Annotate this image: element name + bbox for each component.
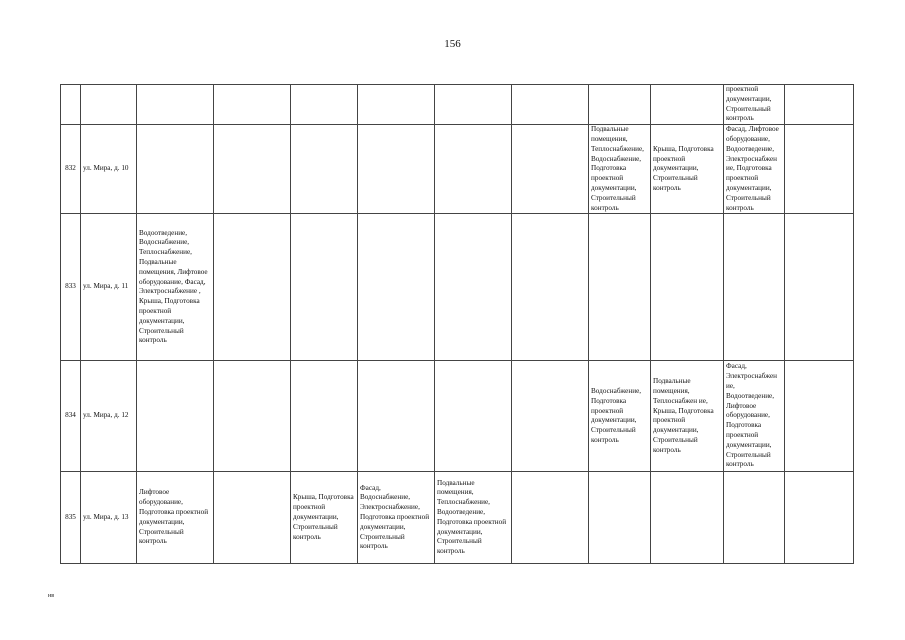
page-number: 156 bbox=[444, 38, 461, 50]
work-type-cell: Подвальные помещения, Теплоснабжение, Водоснабжение, Подготовка проектной документации, Строительный контроль bbox=[589, 125, 651, 214]
table-row bbox=[61, 125, 854, 214]
work-type-cell: Подвальные помещения, Теплоснабжен ие, Крыша, Подготовка проектной документации, Строительный контроль bbox=[651, 361, 724, 472]
work-type-cell bbox=[291, 85, 358, 125]
footer-mark: нв bbox=[48, 593, 55, 599]
work-type-cell bbox=[651, 214, 724, 361]
work-type-cell bbox=[137, 85, 214, 125]
address-cell bbox=[81, 85, 137, 125]
work-type-cell bbox=[358, 85, 435, 125]
work-type-cell: Водоснабжение, Подготовка проектной документации, Строительный контроль bbox=[589, 361, 651, 472]
work-type-cell bbox=[589, 472, 651, 564]
work-type-cell bbox=[435, 214, 512, 361]
work-type-cell bbox=[724, 214, 785, 361]
address-cell: ул. Мира, д. 12 bbox=[81, 361, 137, 472]
work-type-cell bbox=[435, 361, 512, 472]
row-number-cell: 832 bbox=[61, 125, 81, 214]
work-type-cell: проектной документации, Строительный контроль bbox=[724, 85, 785, 125]
work-type-cell bbox=[512, 85, 589, 125]
work-type-cell bbox=[512, 472, 589, 564]
work-type-cell bbox=[435, 85, 512, 125]
work-type-cell bbox=[589, 214, 651, 361]
work-type-cell bbox=[512, 125, 589, 214]
work-type-cell bbox=[785, 125, 854, 214]
work-type-cell bbox=[435, 125, 512, 214]
work-type-cell: Крыша, Подготовка проектной документации, Строительный контроль bbox=[651, 125, 724, 214]
work-type-cell: Водоотведение, Водоснабжение, Теплоснабжение, Подвальные помещения, Лифтовое оборудование, Фасад, Электроснабжение , Крыша, Подготовка проектной документации, Строительный контроль bbox=[137, 214, 214, 361]
work-type-cell: Крыша, Подготовка проектной документации, Строительный контроль bbox=[291, 472, 358, 564]
work-type-cell bbox=[785, 361, 854, 472]
work-type-cell: Фасад, Водоснабжение, Электроснабжение, Подготовка проектной документации, Строительный контроль bbox=[358, 472, 435, 564]
work-type-cell bbox=[214, 361, 291, 472]
work-type-cell bbox=[291, 214, 358, 361]
table-row bbox=[61, 214, 854, 361]
work-type-cell bbox=[137, 361, 214, 472]
row-number-cell: 833 bbox=[61, 214, 81, 361]
work-type-cell bbox=[724, 472, 785, 564]
address-cell: ул. Мира, д. 11 bbox=[81, 214, 137, 361]
address-cell: ул. Мира, д. 10 bbox=[81, 125, 137, 214]
work-type-cell: Фасад, Электроснабжен ие, Водоотведение, Лифтовое оборудование, Подготовка проектной документации, Строительный контроль bbox=[724, 361, 785, 472]
repair-schedule-table bbox=[60, 84, 854, 564]
work-type-cell bbox=[291, 361, 358, 472]
work-type-cell bbox=[291, 125, 358, 214]
work-type-cell bbox=[358, 125, 435, 214]
work-type-cell bbox=[512, 214, 589, 361]
work-type-cell bbox=[214, 472, 291, 564]
table-row bbox=[61, 85, 854, 125]
work-type-cell bbox=[358, 214, 435, 361]
work-type-cell: Фасад, Лифтовое оборудование, Водоотведение, Электроснабжен ие, Подготовка проектной документации, Строительный контроль bbox=[724, 125, 785, 214]
table-row bbox=[61, 472, 854, 564]
work-type-cell: Лифтовое оборудование, Подготовка проектной документации, Строительный контроль bbox=[137, 472, 214, 564]
work-type-cell bbox=[651, 85, 724, 125]
table-row bbox=[61, 361, 854, 472]
work-type-cell bbox=[358, 361, 435, 472]
work-type-cell bbox=[589, 85, 651, 125]
row-number-cell bbox=[61, 85, 81, 125]
work-type-cell bbox=[214, 85, 291, 125]
work-type-cell bbox=[785, 85, 854, 125]
row-number-cell: 834 bbox=[61, 361, 81, 472]
row-number-cell: 835 bbox=[61, 472, 81, 564]
work-type-cell: Подвальные помещения, Теплоснабжение, Водоотведение, Подготовка проектной документации, Строительный контроль bbox=[435, 472, 512, 564]
work-type-cell bbox=[785, 472, 854, 564]
work-type-cell bbox=[137, 125, 214, 214]
work-type-cell bbox=[651, 472, 724, 564]
address-cell: ул. Мира, д. 13 bbox=[81, 472, 137, 564]
work-type-cell bbox=[785, 214, 854, 361]
work-type-cell bbox=[214, 125, 291, 214]
work-type-cell bbox=[214, 214, 291, 361]
work-type-cell bbox=[512, 361, 589, 472]
